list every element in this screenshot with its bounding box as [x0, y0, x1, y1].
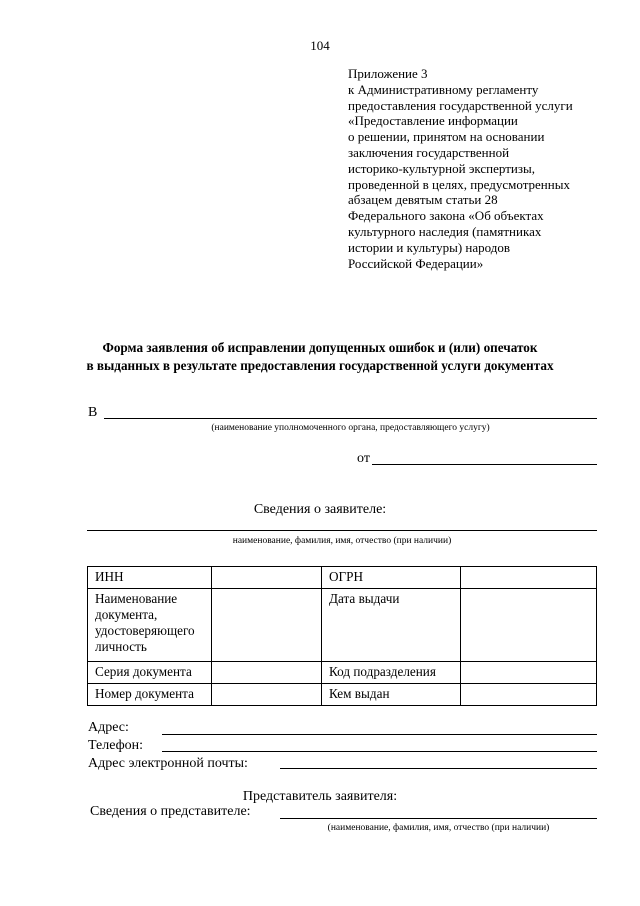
- ogrn-value-cell[interactable]: [461, 567, 597, 589]
- appendix-line: историко-культурной экспертизы,: [348, 160, 535, 176]
- appendix-header: [348, 66, 618, 271]
- email-label: Адрес электронной почты:: [88, 756, 248, 771]
- appendix-line: Федерального закона «Об объектах: [348, 208, 544, 224]
- page-number: 104: [310, 38, 330, 53]
- inn-label: ИНН: [88, 567, 212, 589]
- id-document-label: Наименование документа, удостоверяющего личность: [88, 589, 212, 662]
- phone-label: Телефон:: [88, 738, 144, 753]
- dept-code-value-cell[interactable]: [461, 662, 597, 684]
- issued-by-label: Кем выдан: [322, 684, 461, 706]
- dept-code-label: Код подразделения: [322, 662, 461, 684]
- series-value-cell[interactable]: [212, 662, 322, 684]
- inn-value-cell[interactable]: [212, 567, 322, 589]
- issued-by-value-cell[interactable]: [461, 684, 597, 706]
- phone-field[interactable]: [162, 751, 597, 752]
- table-row: [88, 589, 597, 662]
- representative-field[interactable]: [280, 818, 597, 819]
- table-row: [88, 567, 597, 589]
- table-row: [88, 662, 597, 684]
- address-field[interactable]: [162, 734, 597, 735]
- appendix-line: заключения государственной: [348, 144, 510, 160]
- series-label: Серия документа: [88, 662, 212, 684]
- form-title-line-1: Форма заявления об исправлении допущенных ошибок и (или) опечаток: [102, 340, 538, 355]
- to-label: В: [88, 405, 98, 420]
- applicant-heading: Сведения о заявителе:: [253, 502, 387, 517]
- appendix-line: культурного наследия (памятниках: [348, 223, 542, 239]
- form-title: [0, 339, 640, 375]
- appendix-line: Приложение 3: [348, 66, 428, 81]
- appendix-line: предоставления государственной услуги: [348, 97, 573, 113]
- id-document-value-cell[interactable]: [212, 589, 322, 662]
- email-field[interactable]: [280, 768, 597, 769]
- appendix-line: к Административному регламенту: [348, 81, 539, 97]
- applicant-name-field[interactable]: [87, 530, 597, 531]
- from-label: от: [357, 451, 370, 466]
- address-label: Адрес:: [88, 720, 129, 735]
- appendix-line: абзацем девятым статьи 28: [348, 192, 498, 208]
- representative-hint: (наименование, фамилия, имя, отчество (при наличии): [327, 823, 550, 833]
- issue-date-value-cell[interactable]: [461, 589, 597, 662]
- table-row: [88, 684, 597, 706]
- appendix-line: Российской Федерации»: [348, 255, 484, 271]
- authority-field[interactable]: [104, 418, 597, 419]
- appendix-line: проведенной в целях, предусмотренных: [348, 176, 570, 192]
- appendix-line: «Предоставление информации: [348, 113, 518, 129]
- authority-hint: (наименование уполномоченного органа, предоставляющего услугу): [211, 423, 490, 433]
- representative-heading: Представитель заявителя:: [242, 789, 398, 804]
- doc-number-label: Номер документа: [88, 684, 212, 706]
- appendix-line: истории и культуры) народов: [348, 239, 511, 255]
- ogrn-label: ОГРН: [322, 567, 461, 589]
- doc-number-value-cell[interactable]: [212, 684, 322, 706]
- representative-label: Сведения о представителе:: [90, 804, 251, 819]
- appendix-line: о решении, принятом на основании: [348, 129, 545, 145]
- applicant-info-table: [87, 566, 597, 706]
- from-field[interactable]: [372, 464, 597, 465]
- form-title-line-2: в выданных в результате предоставления государственной услуги документах: [86, 358, 554, 373]
- issue-date-label: Дата выдачи: [322, 589, 461, 662]
- applicant-hint: наименование, фамилия, имя, отчество (при наличии): [232, 536, 452, 546]
